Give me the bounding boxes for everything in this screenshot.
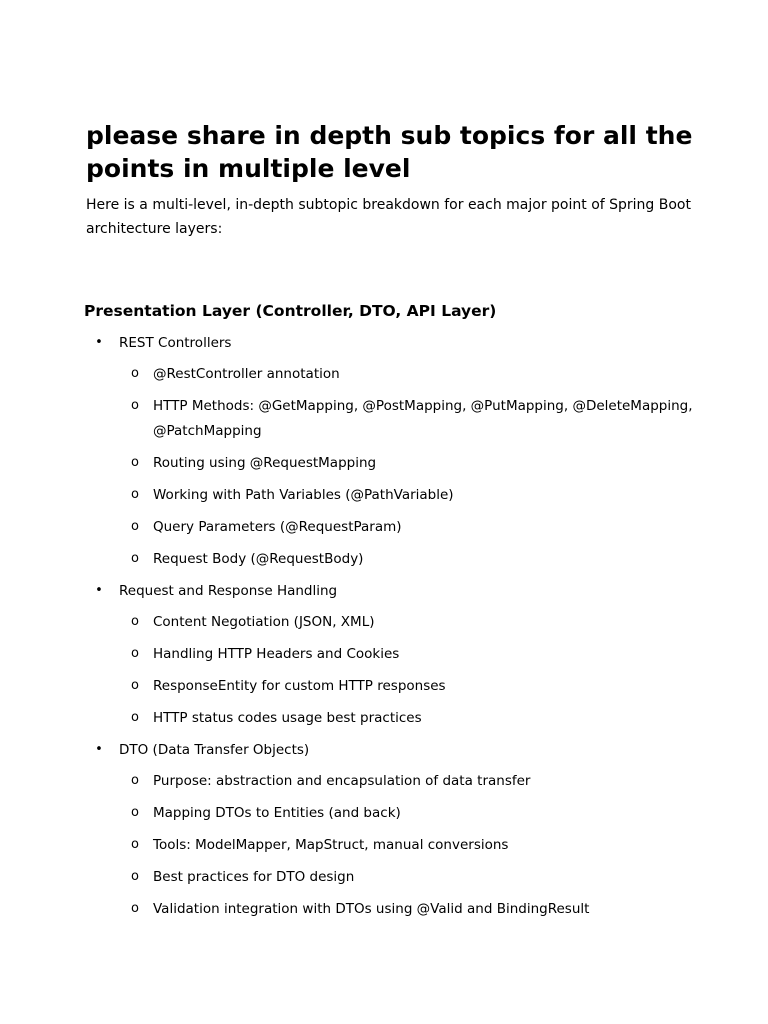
sub-item-text: ResponseEntity for custom HTTP responses: [153, 677, 446, 694]
sub-list: [0, 610, 768, 731]
sub-item-text: Routing using @RequestMapping: [153, 454, 377, 471]
page-title: please share in depth sub topics for all the points in multiple level: [86, 121, 693, 183]
sub-bullet-icon: o: [131, 900, 139, 916]
bullet-icon: •: [95, 582, 103, 598]
sub-item-text: Mapping DTOs to Entities (and back): [153, 804, 401, 821]
sub-bullet-icon: o: [131, 772, 139, 788]
intro-paragraph: Here is a multi-level, in-depth subtopic breakdown for each major point of Spring Boot architecture layers:: [86, 197, 691, 237]
sub-item-text: Handling HTTP Headers and Cookies: [153, 645, 400, 662]
bullet-label: DTO (Data Transfer Objects): [119, 741, 310, 758]
sub-list-item: [0, 801, 768, 826]
sub-list-item: [0, 706, 768, 731]
sub-list-item: [0, 769, 768, 794]
sub-bullet-icon: o: [131, 366, 139, 381]
sub-bullet-icon: o: [131, 836, 139, 852]
sub-list: [0, 769, 768, 922]
bullet-row: [0, 738, 768, 762]
sub-item-text: Purpose: abstraction and encapsulation of data transfer: [153, 772, 531, 789]
sub-list-item: [0, 547, 768, 572]
sub-bullet-icon: o: [131, 550, 139, 566]
sub-list-item: [0, 833, 768, 858]
bullet-label: Request and Response Handling: [119, 582, 338, 599]
sub-bullet-icon: o: [131, 677, 139, 693]
sub-list-item: [0, 642, 768, 667]
sub-bullet-icon: o: [131, 804, 139, 820]
sub-item-text: Working with Path Variables (@PathVariable): [153, 486, 454, 503]
bullet-icon: •: [95, 335, 103, 350]
sub-list-item: [0, 394, 768, 443]
list-item: [0, 331, 768, 571]
topic-list: [0, 331, 768, 929]
sub-list-item: [0, 897, 768, 922]
bullet-row: [0, 331, 768, 355]
sub-bullet-icon: o: [131, 454, 139, 470]
list-item: [0, 738, 768, 922]
sub-list-item: [0, 515, 768, 540]
sub-list: [0, 362, 768, 571]
list-item: [0, 579, 768, 731]
section-heading: Presentation Layer (Controller, DTO, API Layer): [84, 302, 497, 320]
sub-item-text: Request Body (@RequestBody): [153, 550, 364, 567]
bullet-icon: •: [95, 741, 103, 757]
sub-list-item: [0, 483, 768, 508]
sub-bullet-icon: o: [131, 518, 139, 534]
sub-item-text: Best practices for DTO design: [153, 868, 355, 885]
sub-bullet-icon: o: [131, 486, 139, 502]
sub-item-text: Tools: ModelMapper, MapStruct, manual conversions: [153, 836, 509, 853]
sub-item-text: @RestController annotation: [153, 366, 340, 382]
sub-item-text: Validation integration with DTOs using @Valid and BindingResult: [153, 900, 590, 917]
sub-list-item: [0, 451, 768, 476]
sub-list-item: [0, 610, 768, 635]
bullet-row: [0, 579, 768, 603]
sub-bullet-icon: o: [131, 645, 139, 661]
sub-bullet-icon: o: [131, 709, 139, 725]
sub-item-text: Content Negotiation (JSON, XML): [153, 613, 375, 630]
sub-list-item: [0, 865, 768, 890]
bullet-label: REST Controllers: [119, 335, 232, 351]
sub-bullet-icon: o: [131, 613, 139, 629]
sub-bullet-icon: o: [131, 868, 139, 884]
sub-bullet-icon: o: [131, 398, 139, 413]
sub-list-item: [0, 674, 768, 699]
sub-item-text: Query Parameters (@RequestParam): [153, 518, 402, 535]
sub-list-item: [0, 362, 768, 387]
sub-item-text: HTTP status codes usage best practices: [153, 709, 422, 726]
sub-item-text: HTTP Methods: @GetMapping, @PostMapping, @PutMapping, @DeleteMapping, @PatchMapping: [153, 398, 693, 439]
